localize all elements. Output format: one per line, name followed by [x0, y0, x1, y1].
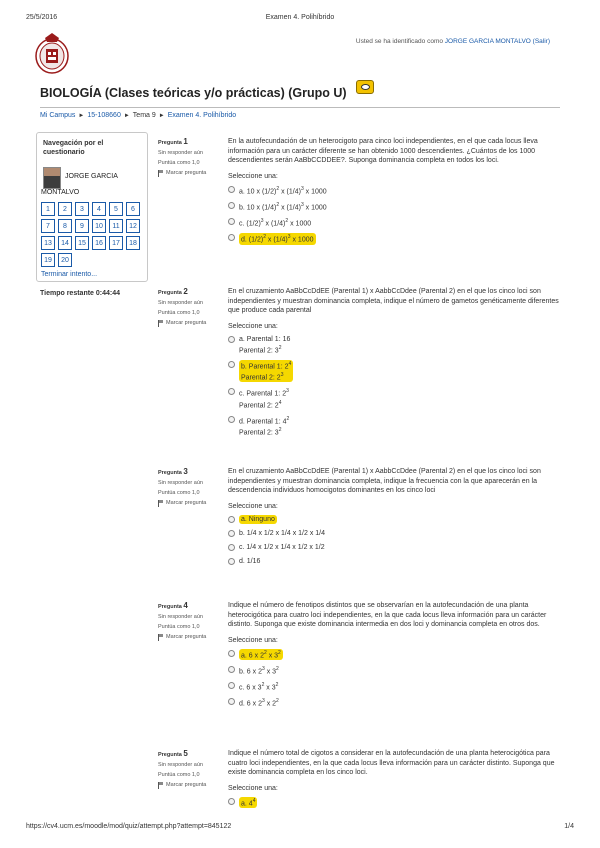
radio-button[interactable]: [228, 234, 235, 241]
question-score: Puntúa como 1,0: [158, 160, 200, 166]
question-label: Pregunta: [158, 752, 182, 758]
question-nav-button[interactable]: 17: [109, 236, 123, 250]
answer-option[interactable]: [228, 185, 560, 196]
question-nav-button[interactable]: 10: [92, 219, 106, 233]
answer-option-text: a. 6 x $2^2$ x $3^2$: [241, 649, 281, 659]
question-number: [158, 749, 218, 760]
answer-option-text: d. 6 x $2^3$ x $2^2$: [239, 698, 279, 708]
flag-label: Marcar pregunta: [166, 782, 207, 788]
question-number: [158, 137, 218, 148]
quiz-navigation-title: Navegación por el cuestionario: [43, 140, 104, 156]
answer-option[interactable]: [228, 697, 560, 708]
quiz-navigation-block: [36, 132, 148, 282]
answer-option[interactable]: [228, 415, 560, 438]
flag-icon: [158, 634, 164, 641]
flag-question-button[interactable]: [158, 782, 218, 789]
answer-option-text: c. Parental 1: $2^3$ Parental 2: $2^4$: [239, 388, 289, 410]
question-info: [158, 287, 218, 327]
select-one-label: Seleccione una:: [228, 784, 278, 792]
answer-option-text: b. Parental 1: $2^4$ Parental 2: $2^3$: [241, 360, 292, 382]
radio-button[interactable]: [228, 336, 235, 343]
flag-icon: [158, 500, 164, 507]
question-status: Sin responder aún: [158, 614, 203, 620]
answer-option-text: c. 6 x $3^2$ x $3^2$: [239, 682, 279, 692]
question-nav-button[interactable]: 2: [58, 202, 72, 216]
question-status: Sin responder aún: [158, 300, 203, 306]
select-one-label: Seleccione una:: [228, 636, 278, 644]
radio-button[interactable]: [228, 650, 235, 657]
question-content: [228, 601, 560, 709]
answer-option-text: c. $(1/2)^3$ x $(1/4)^2$ x 1000: [239, 218, 312, 228]
timer: Tiempo restante 0:44:44: [40, 290, 121, 297]
question-number: [158, 601, 218, 612]
question-text: En el cruzamiento AaBbCcDdEE (Parental 1) x AabbCcDdee (Parental 2) en el que los cinco loci son independientes y muestran dominancia completa, indique la frecuencia con la que aparecerán en la descendencia individuos homocigotos dominantes en los cinco loci: [228, 468, 541, 494]
login-prefix: Usted se ha identificado como: [355, 38, 443, 45]
answer-option[interactable]: [228, 335, 560, 355]
flag-label: Marcar pregunta: [166, 170, 207, 176]
question-info: [158, 467, 218, 507]
answer-option-text: a. Ninguno: [241, 515, 275, 523]
radio-button[interactable]: [228, 416, 235, 423]
radio-button[interactable]: [228, 186, 235, 193]
answer-option[interactable]: [228, 360, 560, 383]
radio-button[interactable]: [228, 530, 235, 537]
question-nav-button[interactable]: 20: [58, 253, 72, 267]
question-content: [228, 137, 560, 245]
question-nav-button[interactable]: 3: [75, 202, 89, 216]
question-number: [158, 467, 218, 478]
answer-option[interactable]: [228, 217, 560, 228]
finish-attempt-link[interactable]: Terminar intento...: [41, 271, 98, 278]
flag-question-button[interactable]: [158, 320, 218, 327]
question-info: [158, 137, 218, 177]
answer-option[interactable]: [228, 665, 560, 676]
answer-option[interactable]: [228, 649, 560, 660]
question-status: Sin responder aún: [158, 150, 203, 156]
breadcrumb-topic: Tema 9: [132, 112, 156, 119]
question-nav-button[interactable]: 7: [41, 219, 55, 233]
question-label: Pregunta: [158, 470, 182, 476]
flag-label: Marcar pregunta: [166, 500, 207, 506]
print-page-number: 1/4: [564, 823, 574, 830]
nav-user: [41, 167, 143, 189]
flag-label: Marcar pregunta: [166, 634, 207, 640]
flag-question-button[interactable]: [158, 500, 218, 507]
select-one-label: Seleccione una:: [228, 322, 278, 330]
question-number-value: 5: [183, 749, 188, 758]
answer-option-text: d. 1/16: [239, 557, 261, 565]
flag-icon: [158, 782, 164, 789]
breadcrumb-separator-icon: ►: [78, 113, 85, 119]
question-nav-button[interactable]: 11: [109, 219, 123, 233]
radio-button[interactable]: [228, 682, 235, 689]
select-one-label: Seleccione una:: [228, 172, 278, 180]
question-number-value: 1: [183, 137, 188, 146]
radio-button[interactable]: [228, 798, 235, 805]
answer-option[interactable]: [228, 681, 560, 692]
print-date: 25/5/2016: [26, 14, 58, 21]
answer-option-text: d. Parental 1: $4^2$ Parental 2: $3^2$: [239, 416, 290, 437]
question-nav-button[interactable]: 15: [75, 236, 89, 250]
question-label: Pregunta: [158, 604, 182, 610]
question-text: En la autofecundación de un heterocigoto para cinco loci independientes, en el que cada locus lleva información para un carácter diferente se han obtenido 1000 descendientes. ¿Cuántos de los 1000 descendientes serán AaBbCCDDEE?. Suponga dominancia completa en todos los loci.: [228, 138, 538, 164]
question-nav-button[interactable]: 6: [126, 202, 140, 216]
answer-option[interactable]: [228, 201, 560, 212]
radio-button[interactable]: [228, 202, 235, 209]
radio-button[interactable]: [228, 388, 235, 395]
print-footer: [26, 823, 574, 830]
radio-button[interactable]: [228, 544, 235, 551]
breadcrumb-course[interactable]: 15-108660: [87, 112, 121, 119]
question-info: [158, 601, 218, 641]
question-text: Indique el número de fenotipos distintos que se observarían en la autofecundación de una planta heterocigótica para cuatro loci independientes, en la que cada locus lleva información para un carácter distinto. Suponga que existe dominancia intermedia en dos loci y dominancia completa en otros dos.: [228, 602, 547, 628]
question-nav-button[interactable]: 13: [41, 236, 55, 250]
question-nav-button[interactable]: 18: [126, 236, 140, 250]
question-nav-button[interactable]: 14: [58, 236, 72, 250]
answer-option[interactable]: [228, 387, 560, 410]
question-score: Puntúa como 1,0: [158, 490, 200, 496]
breadcrumb-separator-icon: ►: [123, 113, 130, 119]
question-score: Puntúa como 1,0: [158, 624, 200, 630]
answer-option-text: b. 10 x $(1/4)^2$ x $(1/4)^3$ x 1000: [239, 201, 327, 212]
flag-icon: [158, 170, 164, 177]
print-url: https://cv4.ucm.es/moodle/mod/quiz/attempt.php?attempt=845122: [26, 823, 232, 830]
answer-option[interactable]: [228, 233, 560, 244]
radio-button[interactable]: [228, 698, 235, 705]
question-nav-button[interactable]: 5: [109, 202, 123, 216]
question-number: [158, 287, 218, 298]
breadcrumb-exam[interactable]: Examen 4. Polihíbrido: [167, 112, 237, 119]
avatar: [43, 167, 61, 189]
user-logout-link[interactable]: JORGE GARCIA MONTALVO (Salir): [444, 38, 550, 45]
question-content: [228, 467, 560, 566]
answer-option[interactable]: [228, 797, 560, 808]
question-button-grid: [41, 202, 143, 267]
flag-question-button[interactable]: [158, 170, 218, 177]
answer-option-text: b. 1/4 x 1/2 x 1/4 x 1/2 x 1/4: [239, 529, 325, 537]
question-score: Puntúa como 1,0: [158, 310, 200, 316]
answer-option-text: a. Parental 1: 16 Parental 2: $3^2$: [239, 335, 291, 354]
question-nav-button[interactable]: 4: [92, 202, 106, 216]
login-info: [356, 38, 550, 45]
question-nav-button[interactable]: 12: [126, 219, 140, 233]
radio-button[interactable]: [228, 558, 235, 565]
radio-button[interactable]: [228, 361, 235, 368]
breadcrumb-mi-campus[interactable]: Mi Campus: [40, 112, 76, 119]
question-label: Pregunta: [158, 290, 182, 296]
question-status: Sin responder aún: [158, 480, 203, 486]
question-nav-button[interactable]: 16: [92, 236, 106, 250]
course-title: BIOLOGÍA (Clases teóricas y/o prácticas) (Grupo U): [40, 86, 347, 100]
question-number-value: 3: [183, 467, 188, 476]
breadcrumb-separator-icon: ►: [158, 113, 165, 119]
question-info: [158, 749, 218, 789]
chat-icon[interactable]: [356, 80, 374, 94]
question-content: [228, 287, 560, 438]
radio-button[interactable]: [228, 516, 235, 523]
question-label: Pregunta: [158, 140, 182, 146]
question-content: [228, 749, 560, 808]
university-seal-logo: [32, 30, 72, 76]
radio-button[interactable]: [228, 218, 235, 225]
question-text: En el cruzamiento AaBbCcDdEE (Parental 1) x AabbCcDdee (Parental 2) en el que los cinco loci son independientes y muestran dominancia completa, indique el número de gametos genéticamente diferentes que produce cada parental: [228, 288, 559, 314]
question-nav-button[interactable]: 1: [41, 202, 55, 216]
answer-option[interactable]: [228, 557, 560, 566]
answer-option-text: a. $4^4$: [241, 797, 256, 807]
answer-option[interactable]: [228, 515, 560, 524]
answer-option-text: a. 10 x $(1/2)^2$ x $(1/4)^3$ x 1000: [239, 185, 327, 195]
question-nav-button[interactable]: 9: [75, 219, 89, 233]
nav-user-surname: MONTALVO: [41, 189, 80, 196]
print-doc-title: Examen 4. Polihíbrido: [265, 14, 335, 21]
select-one-label: Seleccione una:: [228, 502, 278, 510]
answer-option-text: b. 6 x $2^3$ x $3^2$: [239, 665, 279, 676]
flag-icon: [158, 320, 164, 327]
answer-option[interactable]: [228, 529, 560, 538]
question-nav-button[interactable]: 19: [41, 253, 55, 267]
question-text: Indique el número total de cigotos a considerar en la autofecundación de una planta heterocigótica para cuatro loci independientes, en la que cada locus lleva información para un carácter distinto. Suponga que existe dominancia completa en los cinco loci.: [228, 750, 555, 776]
radio-button[interactable]: [228, 666, 235, 673]
nav-user-name: JORGE GARCIA: [65, 173, 118, 180]
question-nav-button[interactable]: 8: [58, 219, 72, 233]
answer-option-text: c. 1/4 x 1/2 x 1/4 x 1/2 x 1/2: [239, 543, 325, 551]
flag-label: Marcar pregunta: [166, 320, 207, 326]
question-status: Sin responder aún: [158, 762, 203, 768]
flag-question-button[interactable]: [158, 634, 218, 641]
question-number-value: 4: [183, 601, 188, 610]
answer-option-text: d. $(1/2)^2$ x $(1/4)^3$ x 1000: [241, 234, 314, 244]
question-score: Puntúa como 1,0: [158, 772, 200, 778]
question-number-value: 2: [183, 287, 188, 296]
answer-option[interactable]: [228, 543, 560, 552]
breadcrumb: [40, 107, 560, 119]
